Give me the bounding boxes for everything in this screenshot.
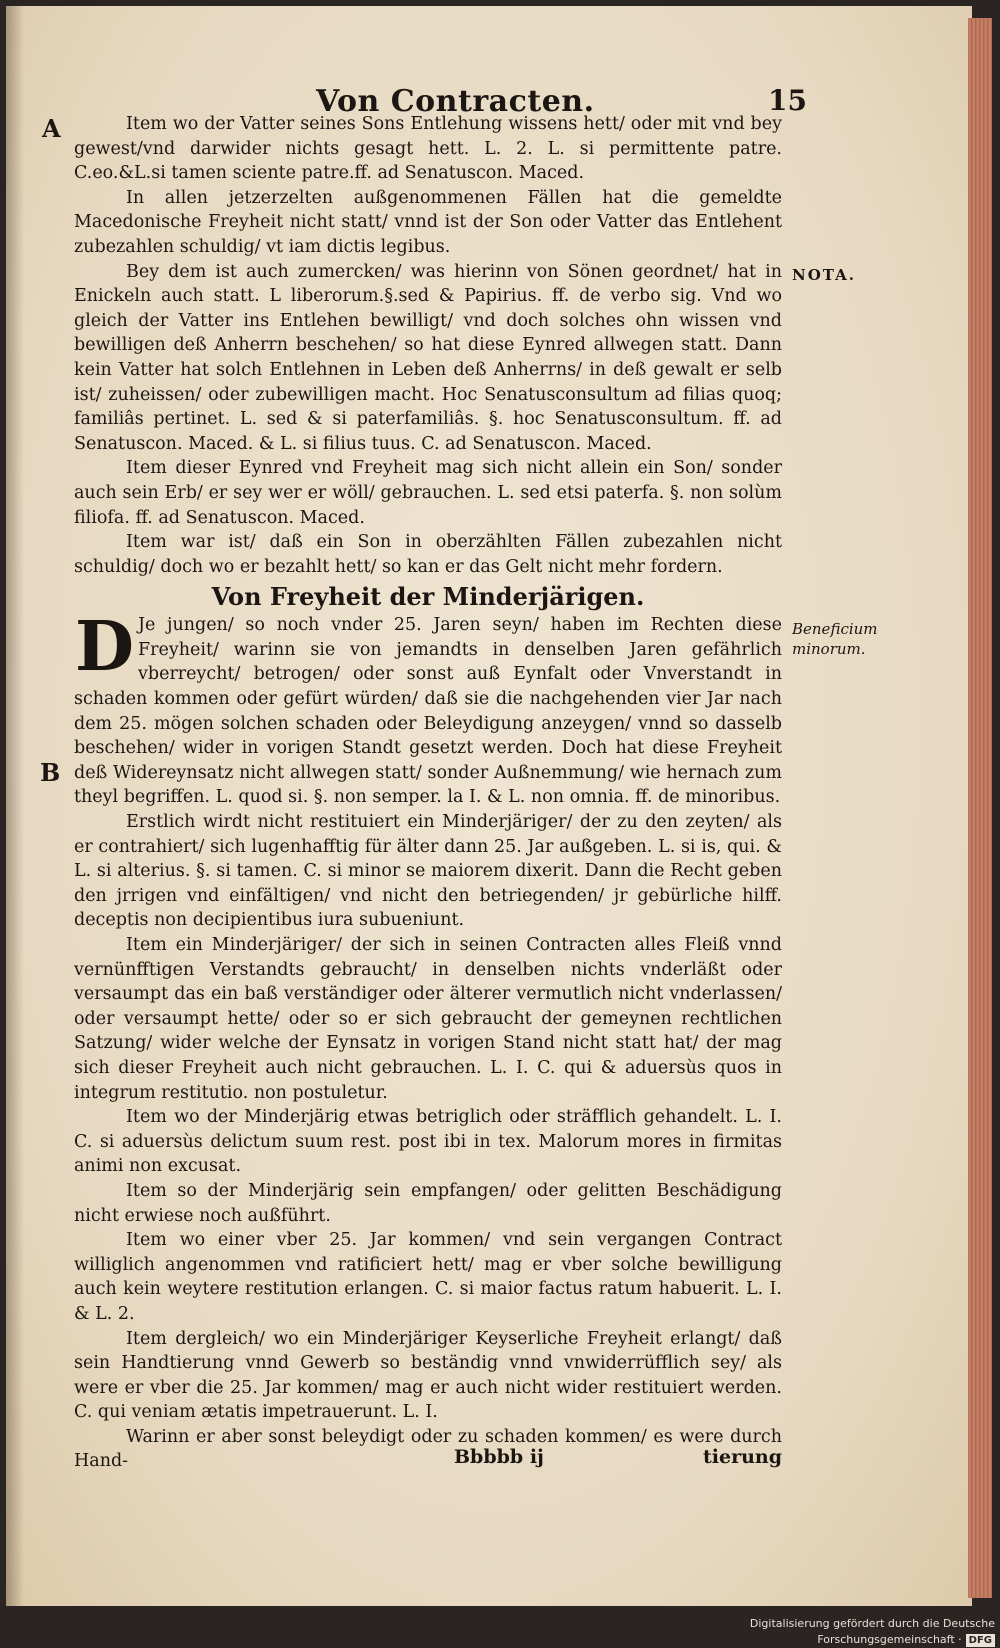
paragraph: Bey dem ist auch zumercken/ was hierinn von Sönen geordnet/ hat in Enickeln auch statt. L liberorum.§.sed & Papirius. ff. de verbo sig. Vnd wo gleich der Vatter ins Entlehen bewilligt/ vnd doch solches ohn wissen vnd bewilligen deß Anherrn beschehen/ so hat diese Eynred allwegen statt. Dann kein Vatter hat solch Entlehnen in Leben deß Anherrns/ in deß gewalt er selb ist/ zuheissen/ oder zubewilligen macht. Hoc Senatusconsultum ad filias quoq; familiâs pertinet. L. sed & si paterfamiliâs. §. hoc Senatusconsultum. ff. ad Senatuscon. Maced. & L. si filius tuus. C. ad Senatuscon. Maced. xyxy=(74,261,782,454)
paragraph: Item dieser Eynred vnd Freyheit mag sich nicht allein ein Son/ sonder auch sein Erb/ er sey wer er wöll/ gebrauchen. L. sed etsi paterfa. §. non solùm filiofa. ff. ad Senatuscon. Maced. xyxy=(74,458,782,528)
catchword: tierung xyxy=(702,1446,782,1468)
paragraph: Item war ist/ daß ein Son in oberzählten Fällen zubezahlen nicht schuldig/ doch wo er bezahlt hett/ so kan er das Gelt nicht mehr fordern. xyxy=(74,532,782,577)
margin-note-beneficium-1: Beneficium xyxy=(792,620,878,638)
paragraph: In allen jetzerzelten außgenommenen Fällen hat die gemeldte Macedonische Freyheit nicht statt/ vnnd ist der Son oder Vatter das Entlehent zubezahlen schuldig/ vt iam dictis legibus. xyxy=(74,187,782,257)
dfg-logo: DFG xyxy=(966,1634,995,1647)
main-text xyxy=(74,112,782,1474)
book-page xyxy=(6,6,972,1606)
page-footer xyxy=(74,1446,782,1476)
paragraph: Item wo einer vber 25. Jar kommen/ vnd sein vergangen Contract williglich angenommen vnd ratificiert hett/ mag er vber solche bewilligung auch kein weytere restitution erlangen. C. si maior factus ratum habuerit. L. I. & L. 2. xyxy=(74,1230,782,1324)
paragraph: Item wo der Vatter seines Sons Entlehung wissens hett/ oder mit vnd bey gewest/vnd darwider nichts gesagt hett. L. 2. L. si permittente patre. C.eo.&L.si tamen sciente patre.ff. ad Senatuscon. Maced. xyxy=(74,114,782,184)
credit-text: Digitalisierung gefördert durch die Deutsche Forschungsgemeinschaft · xyxy=(749,1617,995,1646)
digitization-credit xyxy=(610,1616,995,1646)
paragraph-dropcap xyxy=(74,607,782,810)
paragraph-text: Je jungen/ so noch vnder 25. Jaren seyn/ haben im Rechten diese Freyheit/ warinn sie von jemandts in denselben Jaren gefährlich vberreycht/ betrogen/ oder sonst auß Eynfalt oder Vnverstandt in schaden kommen oder gefürt würden/ daß sie die nachgehenden vier Jar nach dem 25. mögen solchen schaden oder Beleydigung anzeygen/ vnnd so dasselb beschehen/ wider in vorigen Standt gesetzt werden. Doch hat diese Freyheit deß Widereynsatz nicht allwegen statt/ sonder Außnemmung/ wie hernach zum theyl begriffen. L. quod si. §. non semper. la I. & L. non omnia. ff. de minoribus. xyxy=(74,615,782,808)
margin-note-beneficium-2: minorum. xyxy=(792,640,866,658)
paragraph: Item wo der Minderjärig etwas betriglich oder sträfflich gehandelt. L. I. C. si aduersùs delictum suum rest. post ibi in tex. Malorum mores in firmitas animi non excusat. xyxy=(74,1107,782,1177)
paragraph: Item dergleich/ wo ein Minderjäriger Keyserliche Freyheit erlangt/ daß sein Handtierung vnnd Gewerb so beständig vnnd vnwiderrüfflich sey/ als were er vber die 25. Jar kommen/ mag er auch nicht wider restituiert werden. C. qui veniam ætatis impetrauerunt. L. I. xyxy=(74,1328,782,1423)
page-number: 15 xyxy=(768,84,807,117)
paragraph: Item ein Minderjäriger/ der sich in seinen Contracten alles Fleiß vnnd vernünfftigen Verstandts gebraucht/ in denselben nichts vnderläßt oder versaumpt das ein baß verständiger oder älterer vermutlich nicht vnderlassen/ oder versaumpt hette/ oder so er sich gebraucht der gemeynen rechtlichen Satzung/ wider welche der Eynsatz in vorigen Stand nicht statt hat/ der mag sich dieser Freyheit auch nicht gebrauchen. L. I. C. qui & aduersùs quos in integrum restitutio. non postuletur. xyxy=(74,935,782,1103)
margin-note-nota: NOTA. xyxy=(792,266,856,284)
margin-mark-a: A xyxy=(42,114,61,143)
running-title: Von Contracten. xyxy=(316,84,595,119)
paragraph: Warinn er aber sonst beleydigt oder zu schaden kommen/ es were durch Hand- xyxy=(74,1426,782,1472)
paragraph: Item so der Minderjärig sein empfangen/ oder gelitten Beschädigung nicht erwiese noch außführt. xyxy=(74,1180,782,1226)
gutter-shadow xyxy=(6,6,24,1606)
paragraph: Erstlich wirdt nicht restituiert ein Minderjäriger/ der zu den zeyten/ als er contrahiert/ sich lugenhafftig für älter dann 25. Jar außgeben. L. si is, qui. & L. si alterius. §. si tamen. C. si minor se maiorem dixerit. Dann die Recht geben den jrrigen vnd einfältigen/ vnd nicht den betriegenden/ jr gebürliche hilff. deceptis non decipientibus iura subueniunt. xyxy=(74,812,782,931)
page-edge xyxy=(968,18,992,1598)
margin-mark-b: B xyxy=(40,758,61,787)
signature-mark: Bbbbb ij xyxy=(454,1446,544,1468)
drop-cap-initial: D xyxy=(75,607,134,688)
section-heading: Von Freyheit der Minderjärigen. xyxy=(211,582,645,612)
